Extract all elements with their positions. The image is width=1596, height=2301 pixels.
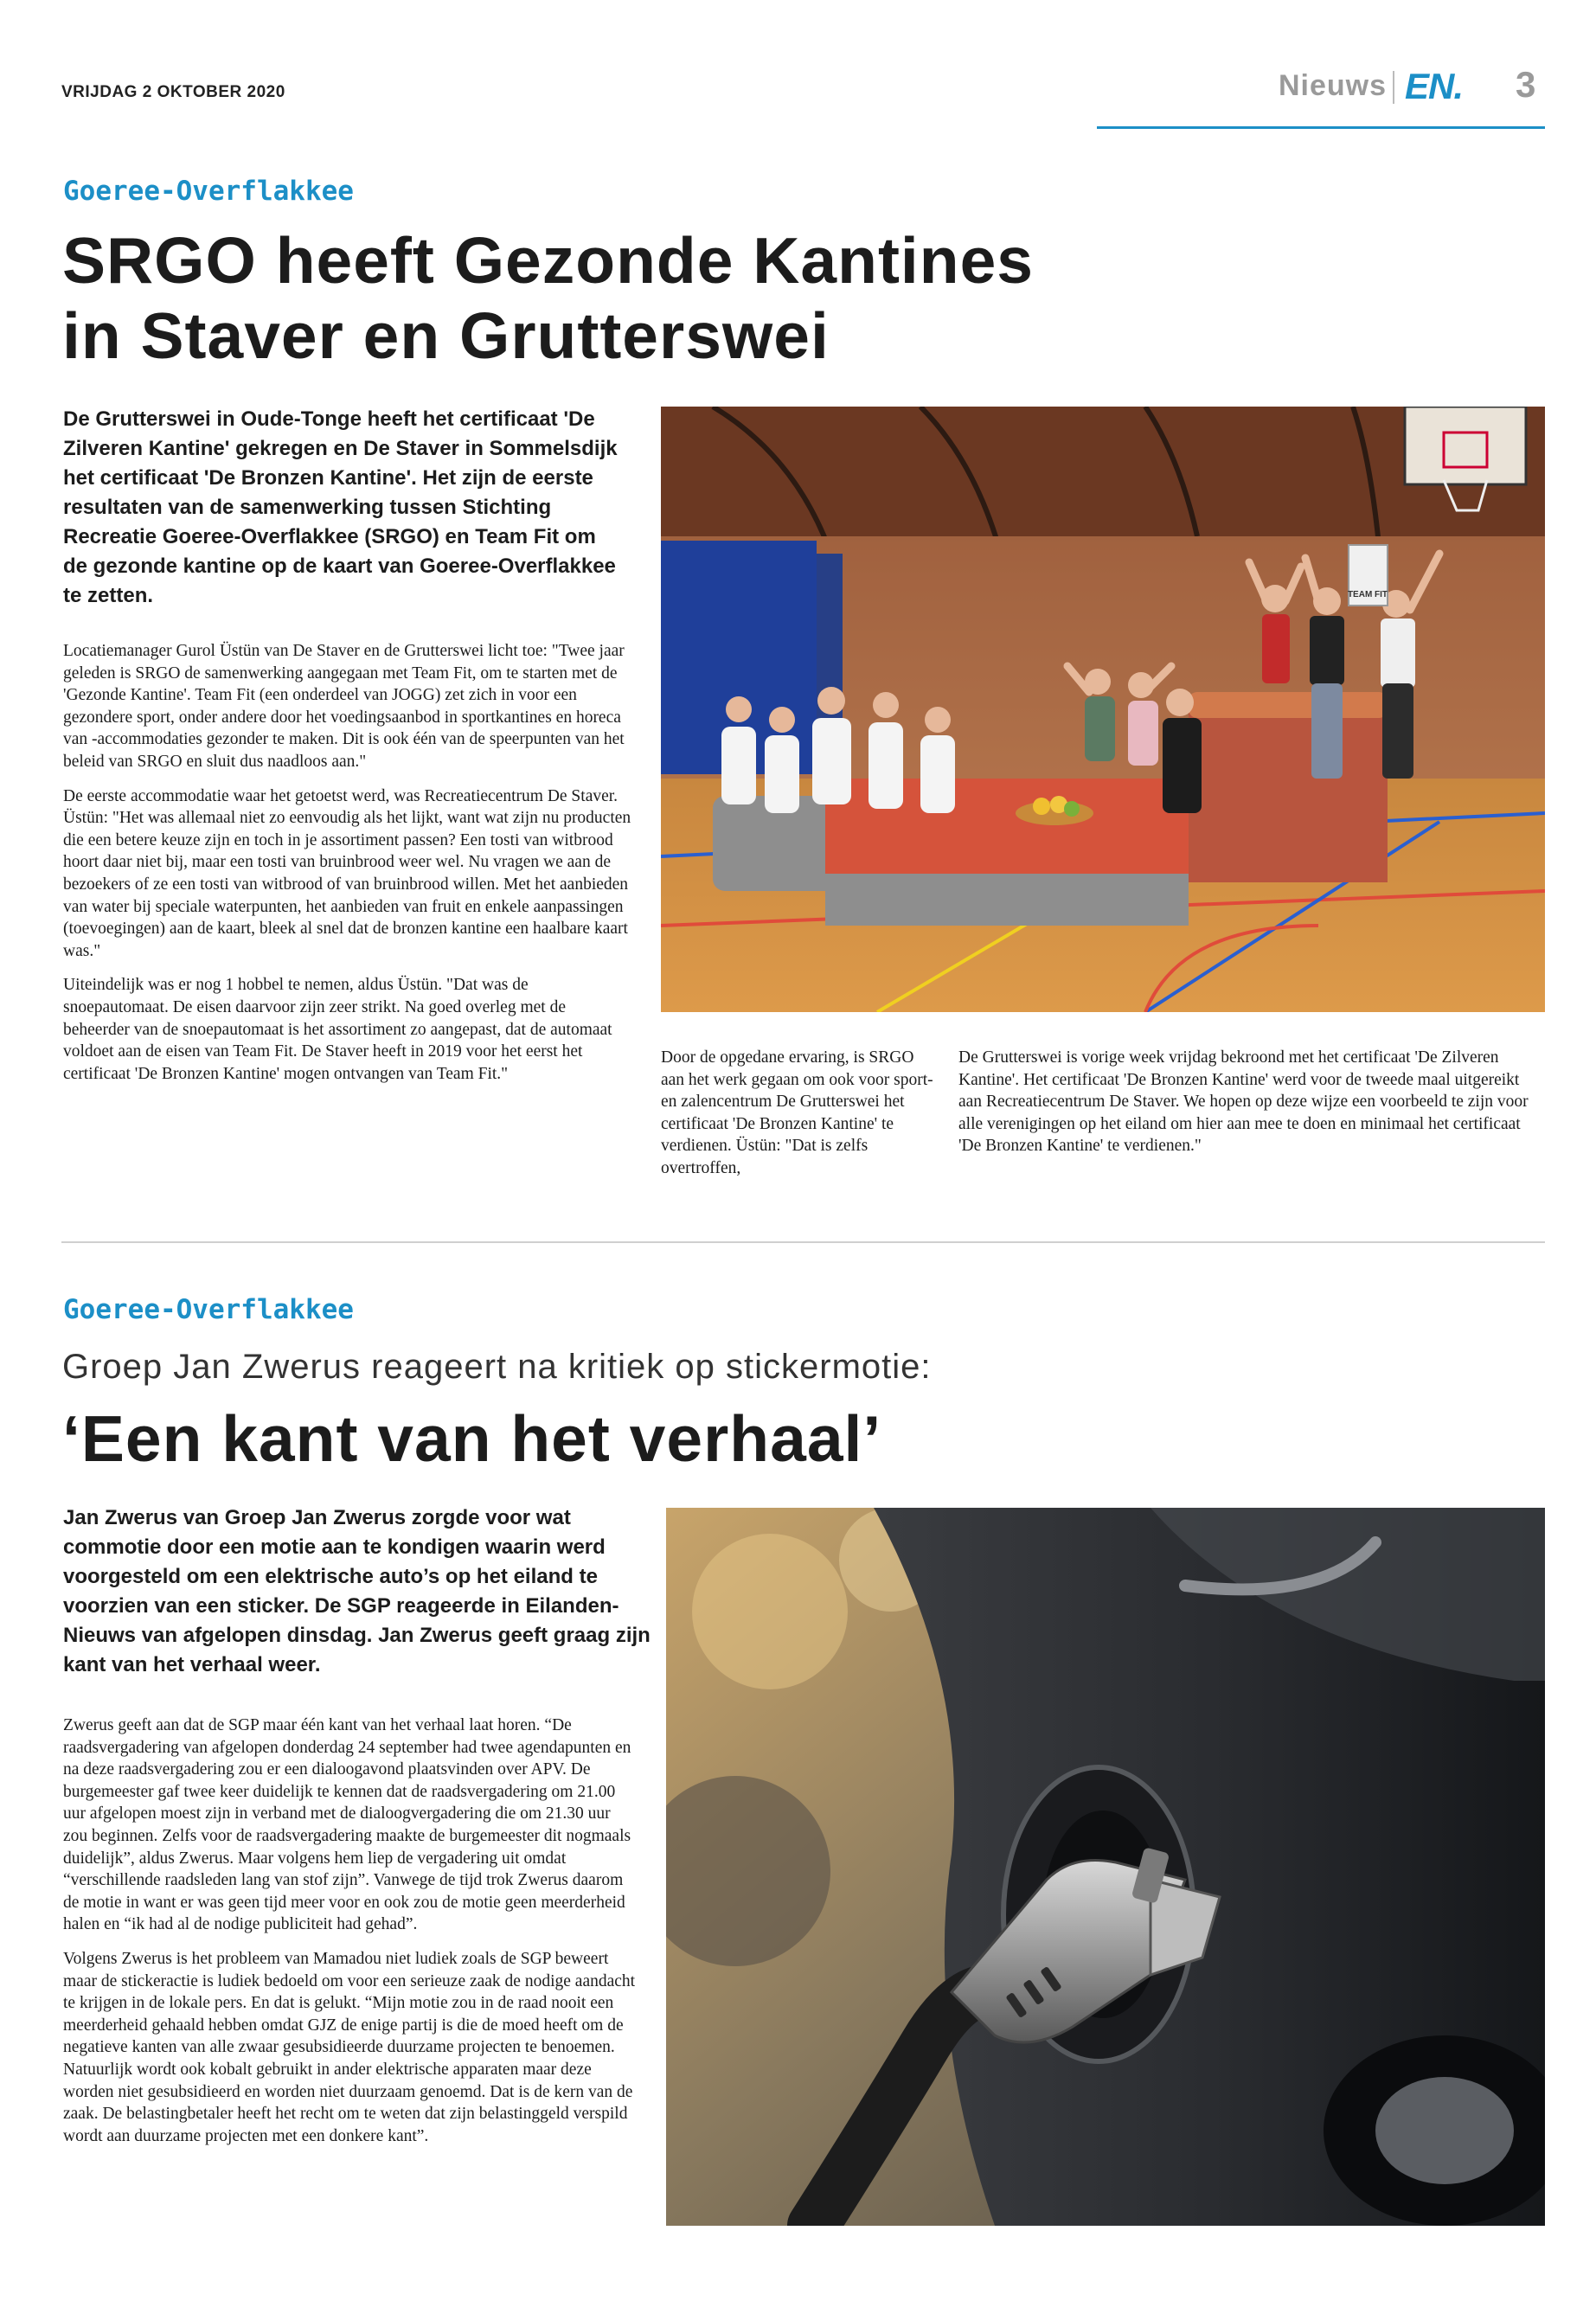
article1-col1-paragraph1: Locatiemanager Gurol Üstün van De Staver en de Grutterswei licht toe: "Twee jaar geleden is SRGO de samenwerking aangegaan met Team Fit, om te starten met de 'Gezonde Kantine'. Team Fit (een onderdeel van JOGG) zet zich in voor een gezondere sport, onder andere door het voedingsaanbod in sportkantines en horeca van -accommodaties gezonder te maken. Dit is ook één van de speerpunten van het beleid van SRGO en sluit dus naadloos aan.": [63, 642, 625, 771]
article2-headline: ‘Een kant van het verhaal’: [62, 1402, 882, 1475]
article1-col2-paragraph1: Door de opgedane ervaring, is SRGO aan het werk gegaan om ook voor sport- en zalencentrum De Grutterswei het certificaat 'De Bronzen Kantine' te verdienen. Üstün: "Dat is zelfs overtroffen,: [661, 1048, 933, 1177]
header-rule: [1097, 126, 1545, 129]
gym-photo-illustration: [661, 407, 1545, 1012]
article1-column3: [958, 1047, 1545, 1170]
article1-intro: De Grutterswei in Oude-Tonge heeft het certificaat 'De Zilveren Kantine' gekregen en De Staver in Sommelsdijk het certificaat 'De Bronzen Kantine'. Het zijn de eerste resultaten van de samenwerking tussen Stichting Recreatie Goeree-Overflakkee (SRGO) en Team Fit om de gezonde kantine op de kaart van Goeree-Overflakkee te zetten.: [63, 407, 618, 607]
article1-col3-paragraph1: De Grutterswei is vorige week vrijdag bekroond met het certificaat 'De Zilveren Kantine'. Het certificaat 'De Bronzen Kantine' werd voor de tweede maal uitgereikt aan Recreatiecentrum De Staver. We hopen op deze wijze een voorbeeld te zijn voor alle verenigingen op het eiland om hier aan mee te doen en minimaal het certificaat 'De Bronzen Kantine' te verdienen.": [958, 1048, 1529, 1156]
article1-col1-paragraph3: Uiteindelijk was er nog 1 hobbel te nemen, aldus Üstün. "Dat was de snoepautomaat. De eisen daarvoor zijn zeer strikt. Na goed overleg met de beheerder van de snoepautomaat is het assortiment zo aangepast, dat de automaat voldoet aan de eisen van Team Fit. De Staver heeft in 2019 voor het eerst het certificaat 'De Bronzen Kantine' mogen ontvangen van Team Fit.": [63, 976, 612, 1083]
article2-subline: Groep Jan Zwerus reageert na kritiek op stickermotie:: [62, 1348, 932, 1386]
article1-headline: [62, 223, 1034, 374]
article2-body: [63, 1715, 638, 2159]
article2-photo: [666, 1508, 1545, 2226]
article2-intro: Jan Zwerus van Groep Jan Zwerus zorgde voor wat commotie door een motie aan te kondigen waarin werd voorgesteld om een elektrische auto’s op het eiland te voorzien van een sticker. De SGP reageerde in Eilanden-Nieuws van afgelopen dinsdag. Jan Zwerus geeft graag zijn kant van het verhaal weer.: [63, 1506, 651, 1676]
page-number: 3: [1516, 64, 1536, 105]
section-label: Nieuws: [1279, 69, 1388, 102]
newspaper-logo: EN.: [1405, 66, 1464, 106]
article1-headline-line2: in Staver en Grutterswei: [62, 299, 830, 372]
article1-column2: [661, 1047, 933, 1192]
article1-headline-line1: SRGO heeft Gezonde Kantines: [62, 224, 1034, 297]
issue-date: VRIJDAG 2 OKTOBER 2020: [61, 83, 285, 101]
header-separator: [1393, 71, 1394, 104]
ev-charger-photo-illustration: [666, 1508, 1545, 2226]
article2-kicker: Goeree-Overflakkee: [63, 1294, 354, 1325]
article1-column1: [63, 640, 634, 1097]
article-divider: [61, 1241, 1545, 1243]
article2-paragraph2: Volgens Zwerus is het probleem van Mamadou niet ludiek zoals de SGP beweert maar de stickeractie is ludiek bedoeld om voor een serieuze zaak de nodige aandacht te krijgen in de lokale pers. En dat is gelukt. “Mijn motie zou in de raad nooit een meerderheid gehaald hebben omdat GJZ de enige partij is die de moed heeft om de negatieve kanten van alle zwaar gesubsidieerde duurzame projecten te benoemen. Natuurlijk wordt ook kobalt gebruikt in ander elektrische apparaten maar deze worden niet gesubsidieerd en worden niet duurzaam genoemd. Dat is de kern van de zaak. De belastingbetaler heeft het recht om te weten dat zijn belastinggeld verspild wordt aan duurzame projecten met een donkere kant”.: [63, 1949, 636, 2145]
team-fit-sign-text: TEAM FIT: [1347, 590, 1388, 599]
article1-photo: [661, 407, 1545, 1012]
article1-col1-paragraph2: De eerste accommodatie waar het getoetst werd, was Recreatiecentrum De Staver. Üstün: "Het was allemaal niet zo eenvoudig als het lijkt, want wat zijn nu producten die een betere keuze zijn en toch in je assortiment passen? Een tosti van witbrood hoort daar niet bij, maar een tosti van bruinbrood weer wel. Nu vragen we aan de bezoekers of ze een tosti van witbrood of van bruinbrood willen. Met het aanbieden van water bij speciale waterpunten, het aanbieden van fruit en enkele aanpassingen (toevoegingen) aan de kaart, bleek al snel dat de bronzen kantine een haalbare kaart was.": [63, 786, 631, 960]
article1-kicker: Goeree-Overflakkee: [63, 176, 354, 207]
article2-paragraph1: Zwerus geeft aan dat de SGP maar één kant van het verhaal laat horen. “De raadsvergadering van afgelopen donderdag 24 september had twee agendapunten en na deze raadsvergadering zou er een dialoogavond plaatsvinden over APV. De burgemeester gaf twee keer duidelijk te kennen dat de raadsvergadering om 21.00 uur afgelopen moest zijn in verband met de dialoogvergadering die om 21.30 uur zou beginnen. Zelfs voor de raadsvergadering maakte de burgemeester dit nogmaals duidelijk”, aldus Zwerus. Maar volgens hem liep de vergadering uit omdat “verschillende raadsleden lang van stof zijn”. Vanwege de tijd trok Zwerus daarom de motie in want er was geen tijd meer voor en ook zou de motie geen meerderheid halen en “ik had al de nodige publiciteit had gehad”.: [63, 1716, 631, 1934]
